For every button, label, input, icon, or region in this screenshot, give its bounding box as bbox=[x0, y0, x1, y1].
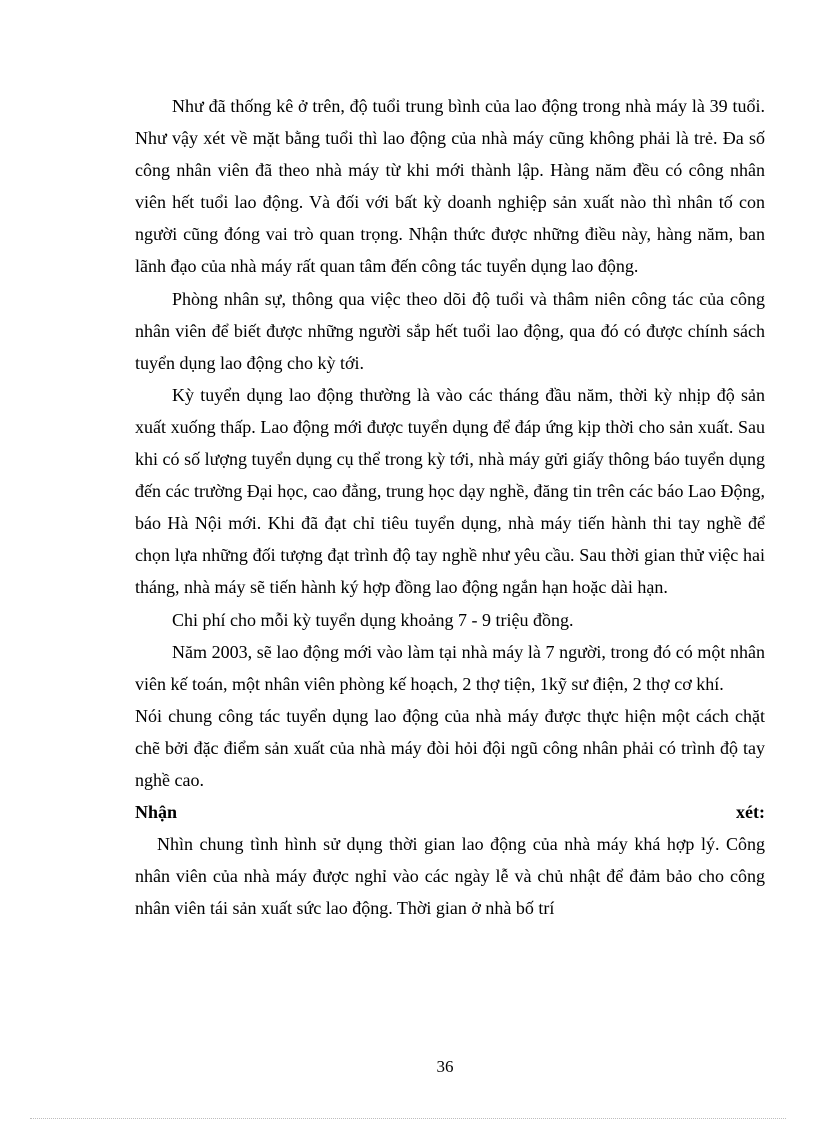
page-number: 36 bbox=[436, 1057, 454, 1076]
page-bottom-divider bbox=[30, 1118, 786, 1119]
paragraph-recruitment-cost: Chi phí cho mỗi kỳ tuyển dụng khoảng 7 - 9 triệu đồng. bbox=[172, 609, 574, 630]
paragraph-recruitment-period: Kỳ tuyển dụng lao động thường là vào các tháng đầu năm, thời kỳ nhịp độ sản xuất xuống thấp. Lao động mới được tuyển dụng để đáp ứng kịp thời cho sản xuất. Sau khi có số lượng tuyển dụng cụ thể trong kỳ tới, nhà máy gửi giấy thông báo tuyển dụng đến các trường Đại học, cao đẳng, trung học dạy nghề, đăng tin trên các báo Lao Động, báo Hà Nội mới. Khi đã đạt chỉ tiêu tuyển dụng, nhà máy tiến hành thi tay nghề để chọn lựa những đối tượng đạt trình độ tay nghề như yêu cầu. Sau thời gian thử việc hai tháng, nhà máy sẽ tiến hành ký hợp đồng lao động ngắn hạn hoặc dài hạn. bbox=[135, 384, 765, 598]
remark-heading bbox=[135, 796, 765, 828]
remark-heading-left: Nhận bbox=[135, 802, 178, 823]
remark-heading-right: xét: bbox=[736, 802, 765, 823]
paragraph-hr-department: Phòng nhân sự, thông qua việc theo dõi độ tuổi và thâm niên công tác của công nhân viên để biết được những người sắp hết tuổi lao động, qua đó có được chính sách tuyển dụng lao động cho kỳ tới. bbox=[135, 288, 765, 373]
paragraph-new-hires-2003: Năm 2003, sẽ lao động mới vào làm tại nhà máy là 7 người, trong đó có một nhân viên kế toán, một nhân viên phòng kế hoạch, 2 thợ tiện, 1kỹ sư điện, 2 thợ cơ khí. bbox=[135, 641, 765, 694]
paragraph-age-statistics: Như đã thống kê ở trên, độ tuổi trung bình của lao động trong nhà máy là 39 tuổi. Như vậy xét về mặt bằng tuổi thì lao động của nhà máy cũng không phải là trẻ. Đa số công nhân viên đã theo nhà máy từ khi mới thành lập. Hàng năm đều có công nhân viên hết tuổi lao động. Và đối với bất kỳ doanh nghiệp sản xuất nào thì nhân tố con người cũng đóng vai trò quan trọng. Nhận thức được những điều này, hàng năm, ban lãnh đạo của nhà máy rất quan tâm đến công tác tuyển dụng lao động. bbox=[135, 96, 765, 277]
paragraph-working-time: Nhìn chung tình hình sử dụng thời gian lao động của nhà máy khá hợp lý. Công nhân viên của nhà máy được nghỉ vào các ngày lễ và chủ nhật để đảm bảo cho công nhân viên tái sản xuất sức lao động. Thời gian ở nhà bố trí bbox=[135, 834, 765, 919]
page-body bbox=[135, 90, 765, 924]
paragraph-recruitment-summary: Nói chung công tác tuyển dụng lao động của nhà máy được thực hiện một cách chặt chẽ bởi đặc điểm sản xuất của nhà máy đòi hỏi đội ngũ công nhân phải có trình độ tay nghề cao. bbox=[135, 705, 765, 790]
